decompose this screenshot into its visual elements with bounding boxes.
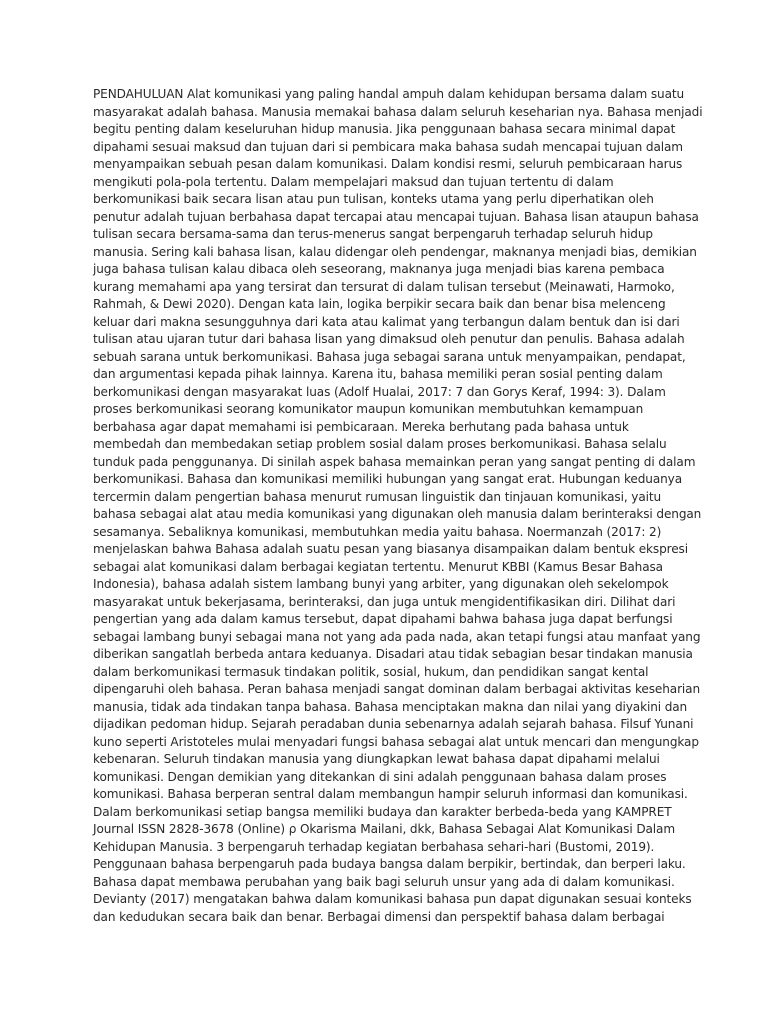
text-line: kuno seperti Aristoteles mulai menyadari fungsi bahasa sebagai alat untuk mencari dan mengungkap [93, 734, 699, 749]
text-line: berbahasa agar dapat memahami isi pembicaraan. Mereka berhutang pada bahasa untuk [93, 419, 629, 434]
text-line: menyampaikan sebuah pesan dalam komunikasi. Dalam kondisi resmi, seluruh pembicaraan harus [93, 157, 683, 171]
text-line: proses berkomunikasi seorang komunikator maupun komunikan membutuhkan kemampuan [93, 402, 644, 416]
text-line: kebenaran. Seluruh tindakan manusia yang diungkapkan lewat bahasa dapat dipahami melalui [93, 752, 660, 766]
text-line: Indonesia), bahasa adalah sistem lambang bunyi yang arbiter, yang digunakan oleh sekelompok [93, 577, 669, 591]
body-text [93, 86, 703, 926]
text-line: juga bahasa tulisan kalau dibaca oleh seseorang, maknanya juga menjadi bias karena pembaca [93, 262, 665, 276]
text-line: bahasa sebagai alat atau media komunikasi yang digunakan oleh manusia dalam berinteraksi dengan [93, 507, 702, 521]
text-line: sebagai alat komunikasi dalam berbagai kegiatan tertentu. Menurut KBBI (Kamus Besar Bahasa [93, 559, 663, 574]
text-line: Dalam berkomunikasi setiap bangsa memiliki budaya dan karakter berbeda-beda yang KAMPRET [93, 804, 672, 819]
text-line: sebuah sarana untuk berkomunikasi. Bahasa juga sebagai sarana untuk menyampaikan, pendapat, [93, 349, 686, 364]
text-line: Penggunaan bahasa berpengaruh pada budaya bangsa dalam berpikir, bertindak, dan berperi laku. [93, 857, 686, 871]
text-line: tunduk pada penggunanya. Di sinilah aspek bahasa memainkan peran yang sangat penting di dalam [93, 454, 696, 469]
text-line: membedah dan membedakan setiap problem sosial dalam proses berkomunikasi. Bahasa selalu [93, 437, 667, 451]
text-line: tulisan secara bersama-sama dan terus-menerus sangat berpengaruh terhadap seluruh hidup [93, 227, 653, 241]
text-line: manusia. Sering kali bahasa lisan, kalau didengar oleh pendengar, maknanya menjadi bias, demikian [93, 244, 697, 259]
text-line: Kehidupan Manusia. 3 berpengaruh terhadap kegiatan berbahasa sehari-hari (Bustomi, 2019). [93, 839, 655, 854]
text-line: masyarakat untuk bekerjasama, berinteraksi, dan juga untuk mengidentifikasikan diri. Dilihat dari [93, 594, 676, 609]
text-line: Rahmah, & Dewi 2020). Dengan kata lain, logika berpikir secara baik dan benar bisa melenceng [93, 297, 666, 311]
text-line: Bahasa dapat membawa perubahan yang baik bagi seluruh unsur yang ada di dalam komunikasi. [93, 874, 675, 889]
text-line: dalam berkomunikasi termasuk tindakan politik, sosial, hukum, dan pendidikan sangat kental [93, 664, 649, 679]
text-line: dan kedudukan secara baik dan benar. Berbagai dimensi dan perspektif bahasa dalam berbagai [93, 909, 665, 924]
text-line: pengertian yang ada dalam kamus tersebut, dapat dipahami bahwa bahasa juga dapat berfungsi [93, 612, 673, 626]
text-line: Devianty (2017) mengatakan bahwa dalam komunikasi bahasa pun dapat digunakan sesuai konteks [93, 892, 692, 906]
text-line: dan argumentasi kepada pihak lainnya. Karena itu, bahasa memiliki peran sosial penting dalam [93, 367, 663, 381]
text-line: sesamanya. Sebaliknya komunikasi, membutuhkan media yaitu bahasa. Noermanzah (2017: 2) [93, 524, 662, 539]
text-line: diberikan sangatlah berbeda antara keduanya. Disadari atau tidak sebagian besar tindakan manusia [93, 647, 693, 661]
text-line: berkomunikasi dengan masyarakat luas (Adolf Hualai, 2017: 7 dan Gorys Keraf, 1994: 3). Dalam [93, 384, 666, 399]
text-line: berkomunikasi. Bahasa dan komunikasi memiliki hubungan yang sangat erat. Hubungan keduanya [93, 472, 683, 486]
text-line: PENDAHULUAN Alat komunikasi yang paling handal ampuh dalam kehidupan bersama dalam suatu [93, 87, 685, 101]
text-line: masyarakat adalah bahasa. Manusia memakai bahasa dalam seluruh keseharian nya. Bahasa menjadi [93, 104, 703, 119]
text-line: penutur adalah tujuan berbahasa dapat tercapai atau mencapai tujuan. Bahasa lisan ataupun bahasa [93, 209, 699, 224]
text-line: mengikuti pola-pola tertentu. Dalam mempelajari maksud dan tujuan tertentu di dalam [93, 174, 614, 189]
text-line: komunikasi. Dengan demikian yang ditekankan di sini adalah penggunaan bahasa dalam proses [93, 769, 667, 784]
text-line: begitu penting dalam keseluruhan hidup manusia. Jika penggunaan bahasa secara minimal dapat [93, 122, 676, 136]
text-line: kurang memahami apa yang tersirat dan tersurat di dalam tulisan tersebut (Meinawati, Harmoko, [93, 279, 675, 294]
text-line: berkomunikasi baik secara lisan atau pun tulisan, konteks utama yang perlu diperhatikan oleh [93, 192, 654, 206]
text-line: komunikasi. Bahasa berperan sentral dalam membangun hampir seluruh informasi dan komunikasi. [93, 787, 688, 801]
text-line: tercermin dalam pengertian bahasa menurut rumusan linguistik dan tinjauan komunikasi, yaitu [93, 489, 662, 504]
text-line: dipengaruhi oleh bahasa. Peran bahasa menjadi sangat dominan dalam berbagai aktivitas keseharian [93, 682, 700, 696]
text-line: keluar dari makna sesungguhnya dari kata atau kalimat yang terbangun dalam bentuk dan isi dari [93, 314, 680, 329]
text-line: manusia, tidak ada tindakan tanpa bahasa. Bahasa menciptakan makna dan nilai yang diyakini dan [93, 699, 688, 714]
text-line: dipahami sesuai maksud dan tujuan dari si pembicara maka bahasa sudah mencapai tujuan dalam [93, 139, 683, 154]
text-line: tulisan atau ujaran tutur dari bahasa lisan yang dimaksud oleh penutur dan penulis. Bahasa adalah [93, 332, 685, 346]
text-line: Journal ISSN 2828-3678 (Online) ρ Okarisma Mailani, dkk, Bahasa Sebagai Alat Komunikasi Dalam [93, 822, 675, 836]
text-line: dijadikan pedoman hidup. Sejarah peradaban dunia sebenarnya adalah sejarah bahasa. Filsuf Yunani [93, 717, 694, 731]
text-line: menjelaskan bahwa Bahasa adalah suatu pesan yang biasanya disampaikan dalam bentuk ekspresi [93, 542, 688, 556]
text-line: sebagai lambang bunyi sebagai mana not yang ada pada nada, akan tetapi fungsi atau manfaat yang [93, 629, 701, 644]
